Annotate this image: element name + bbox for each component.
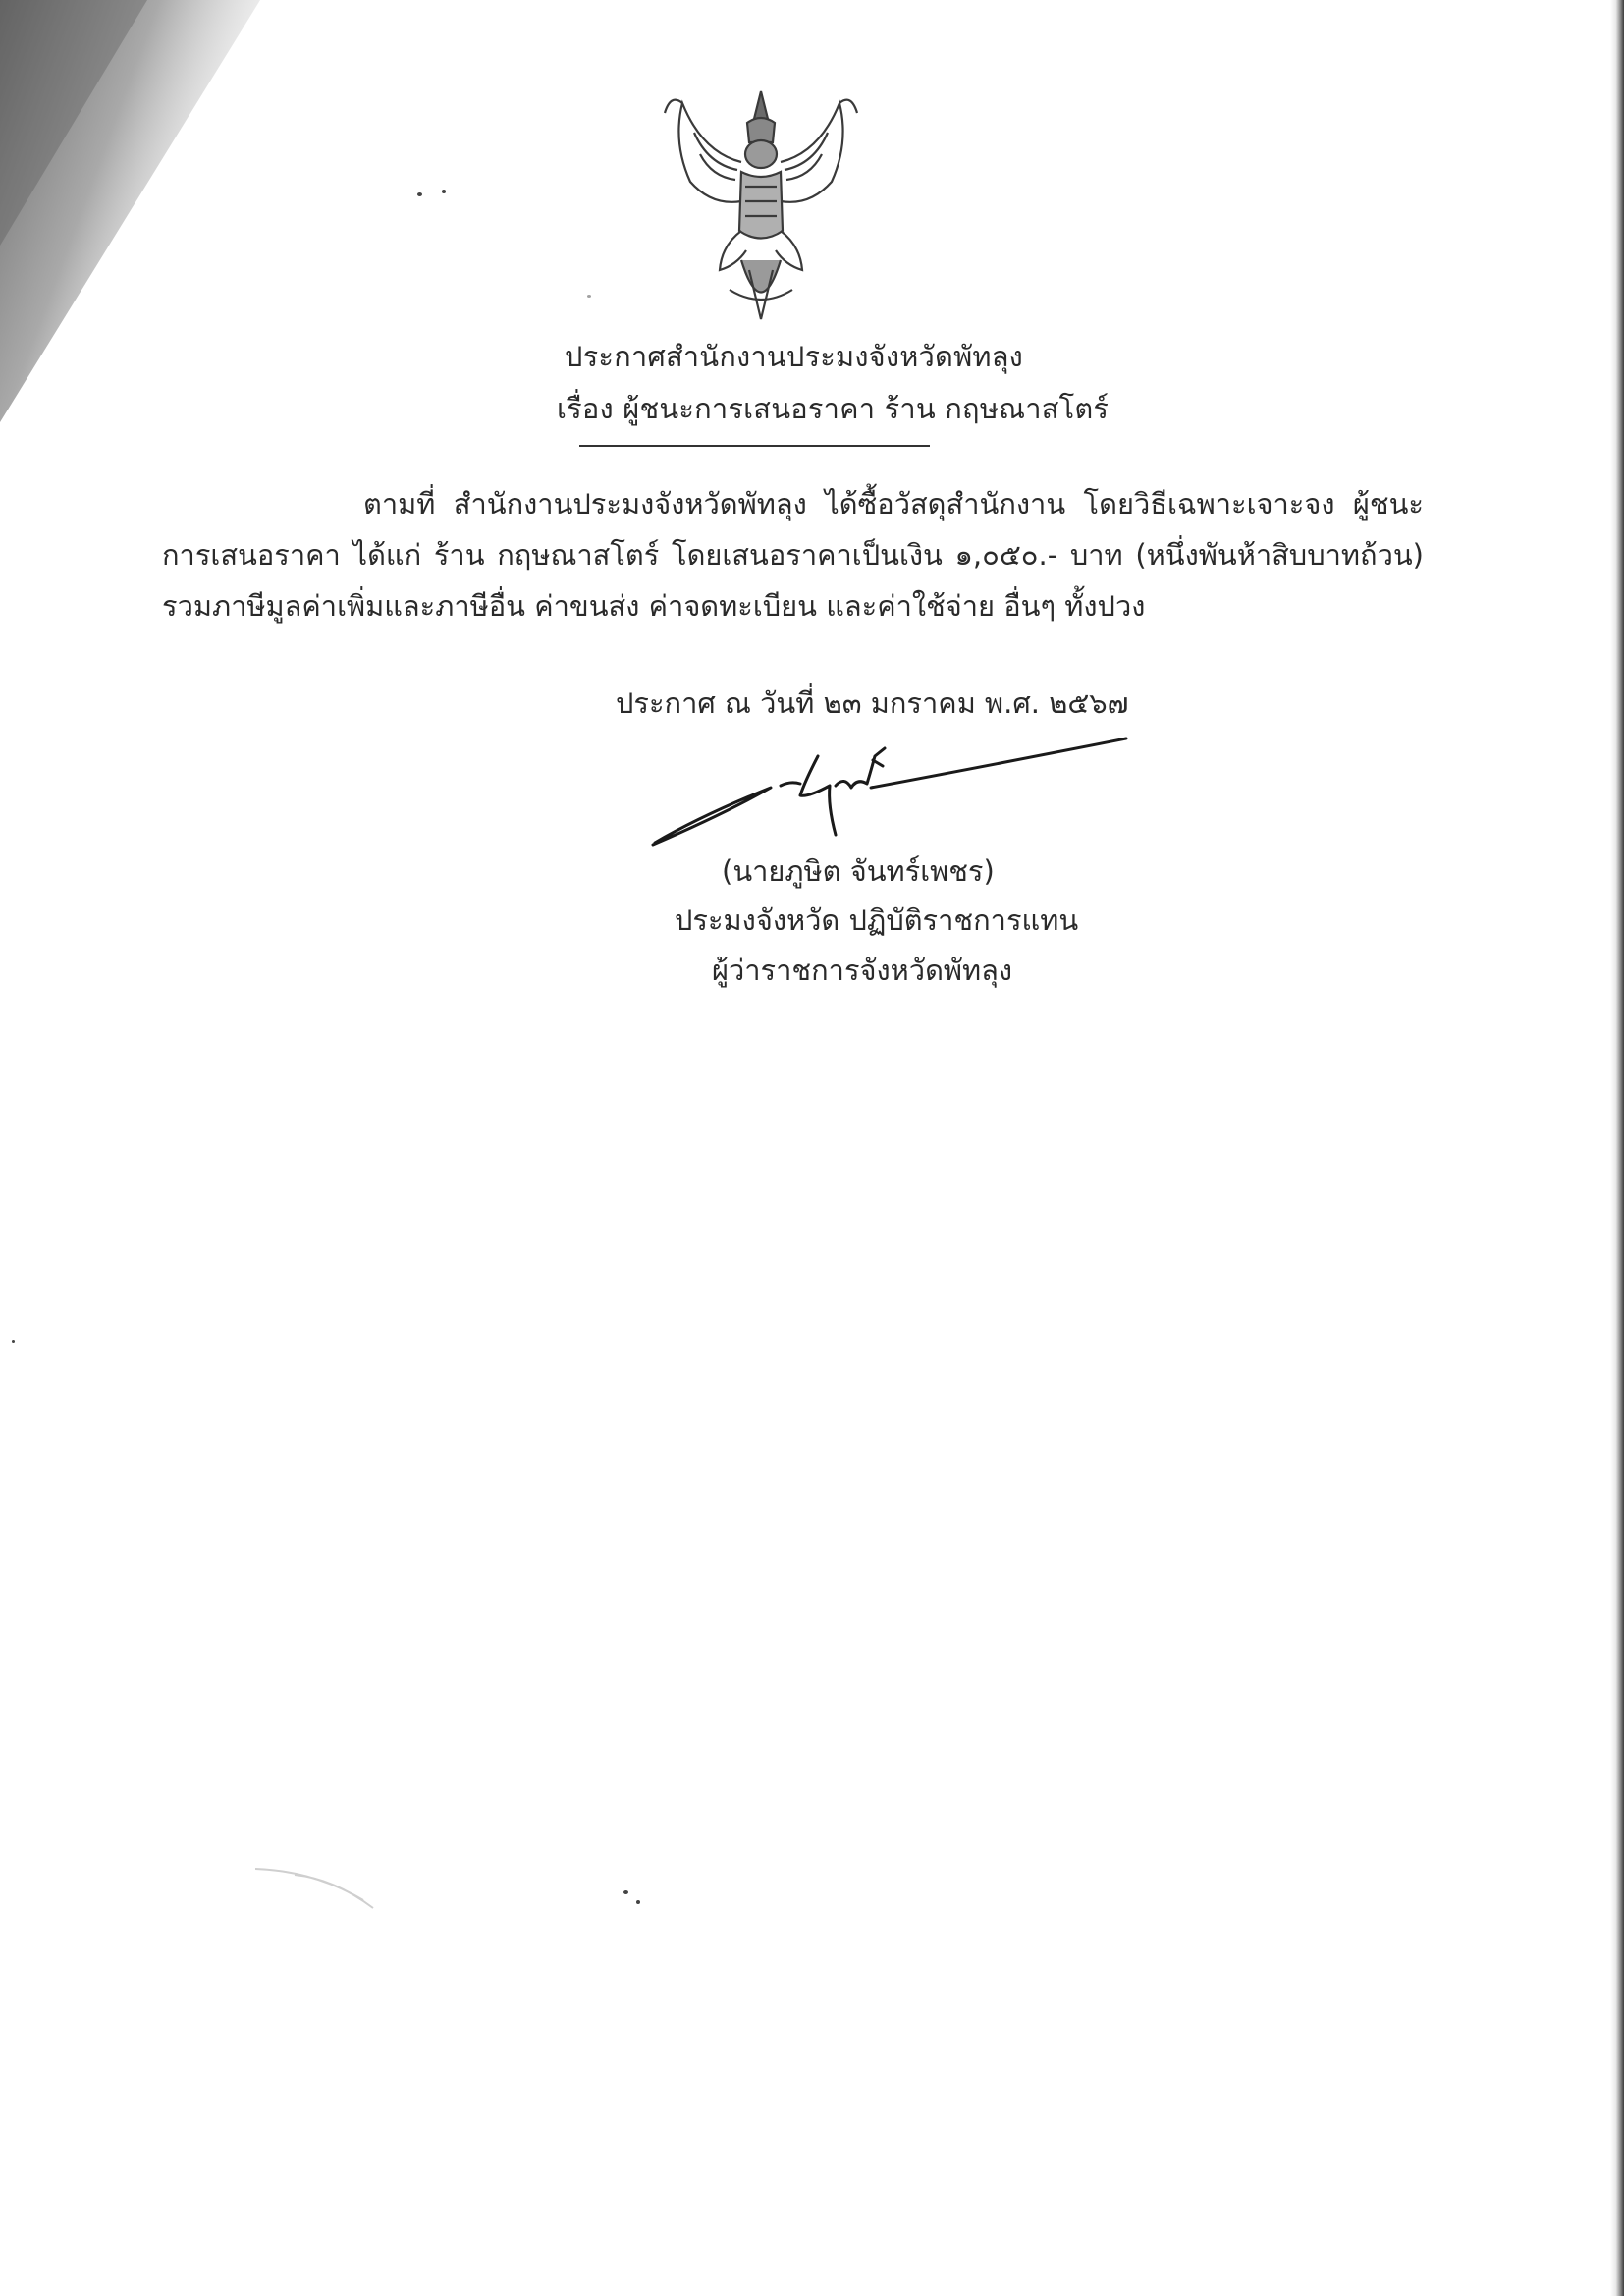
scan-smudge (255, 1861, 432, 1920)
scan-speck (587, 295, 591, 298)
scan-speck (636, 1900, 640, 1904)
signer-position: ประมงจังหวัด ปฏิบัติราชการแทน (675, 903, 1079, 937)
scan-speck (442, 190, 446, 193)
scan-corner-shadow (0, 0, 412, 550)
scan-speck (623, 1890, 628, 1894)
page-edge-shadow (1610, 0, 1624, 2296)
announcement-date: ประกาศ ณ วันที่ ๒๓ มกราคม พ.ศ. ๒๕๖๗ (616, 686, 1129, 720)
header-divider (579, 445, 930, 447)
scan-speck (12, 1340, 15, 1343)
garuda-emblem-icon (643, 83, 879, 329)
scan-speck (417, 192, 422, 196)
document-body (162, 478, 1424, 631)
body-paragraph: ตามที่ สำนักงานประมงจังหวัดพัทลุง ได้ซื้อวัสดุสำนักงาน โดยวิธีเฉพาะเจาะจง ผู้ชนะการเสนอราคา ได้แก่ ร้าน กฤษณาสโตร์ โดยเสนอราคาเป็นเงิน ๑,๐๕๐.- บาท (หนึ่งพันห้าสิบบาทถ้วน) รวมภาษีมูลค่าเพิ่มและภาษีอื่น ค่าขนส่ง ค่าจดทะเบียน และค่าใช้จ่าย อื่นๆ ทั้งปวง (162, 487, 1424, 623)
document-subject: เรื่อง ผู้ชนะการเสนอราคา ร้าน กฤษณาสโตร์ (557, 392, 1110, 425)
signer-authority: ผู้ว่าราชการจังหวัดพัทลุง (712, 954, 1013, 987)
handwritten-signature (643, 727, 1134, 854)
signer-name: (นายภูษิต จันทร์เพชร) (722, 854, 995, 888)
document-title: ประกาศสำนักงานประมงจังหวัดพัทลุง (565, 340, 1024, 373)
